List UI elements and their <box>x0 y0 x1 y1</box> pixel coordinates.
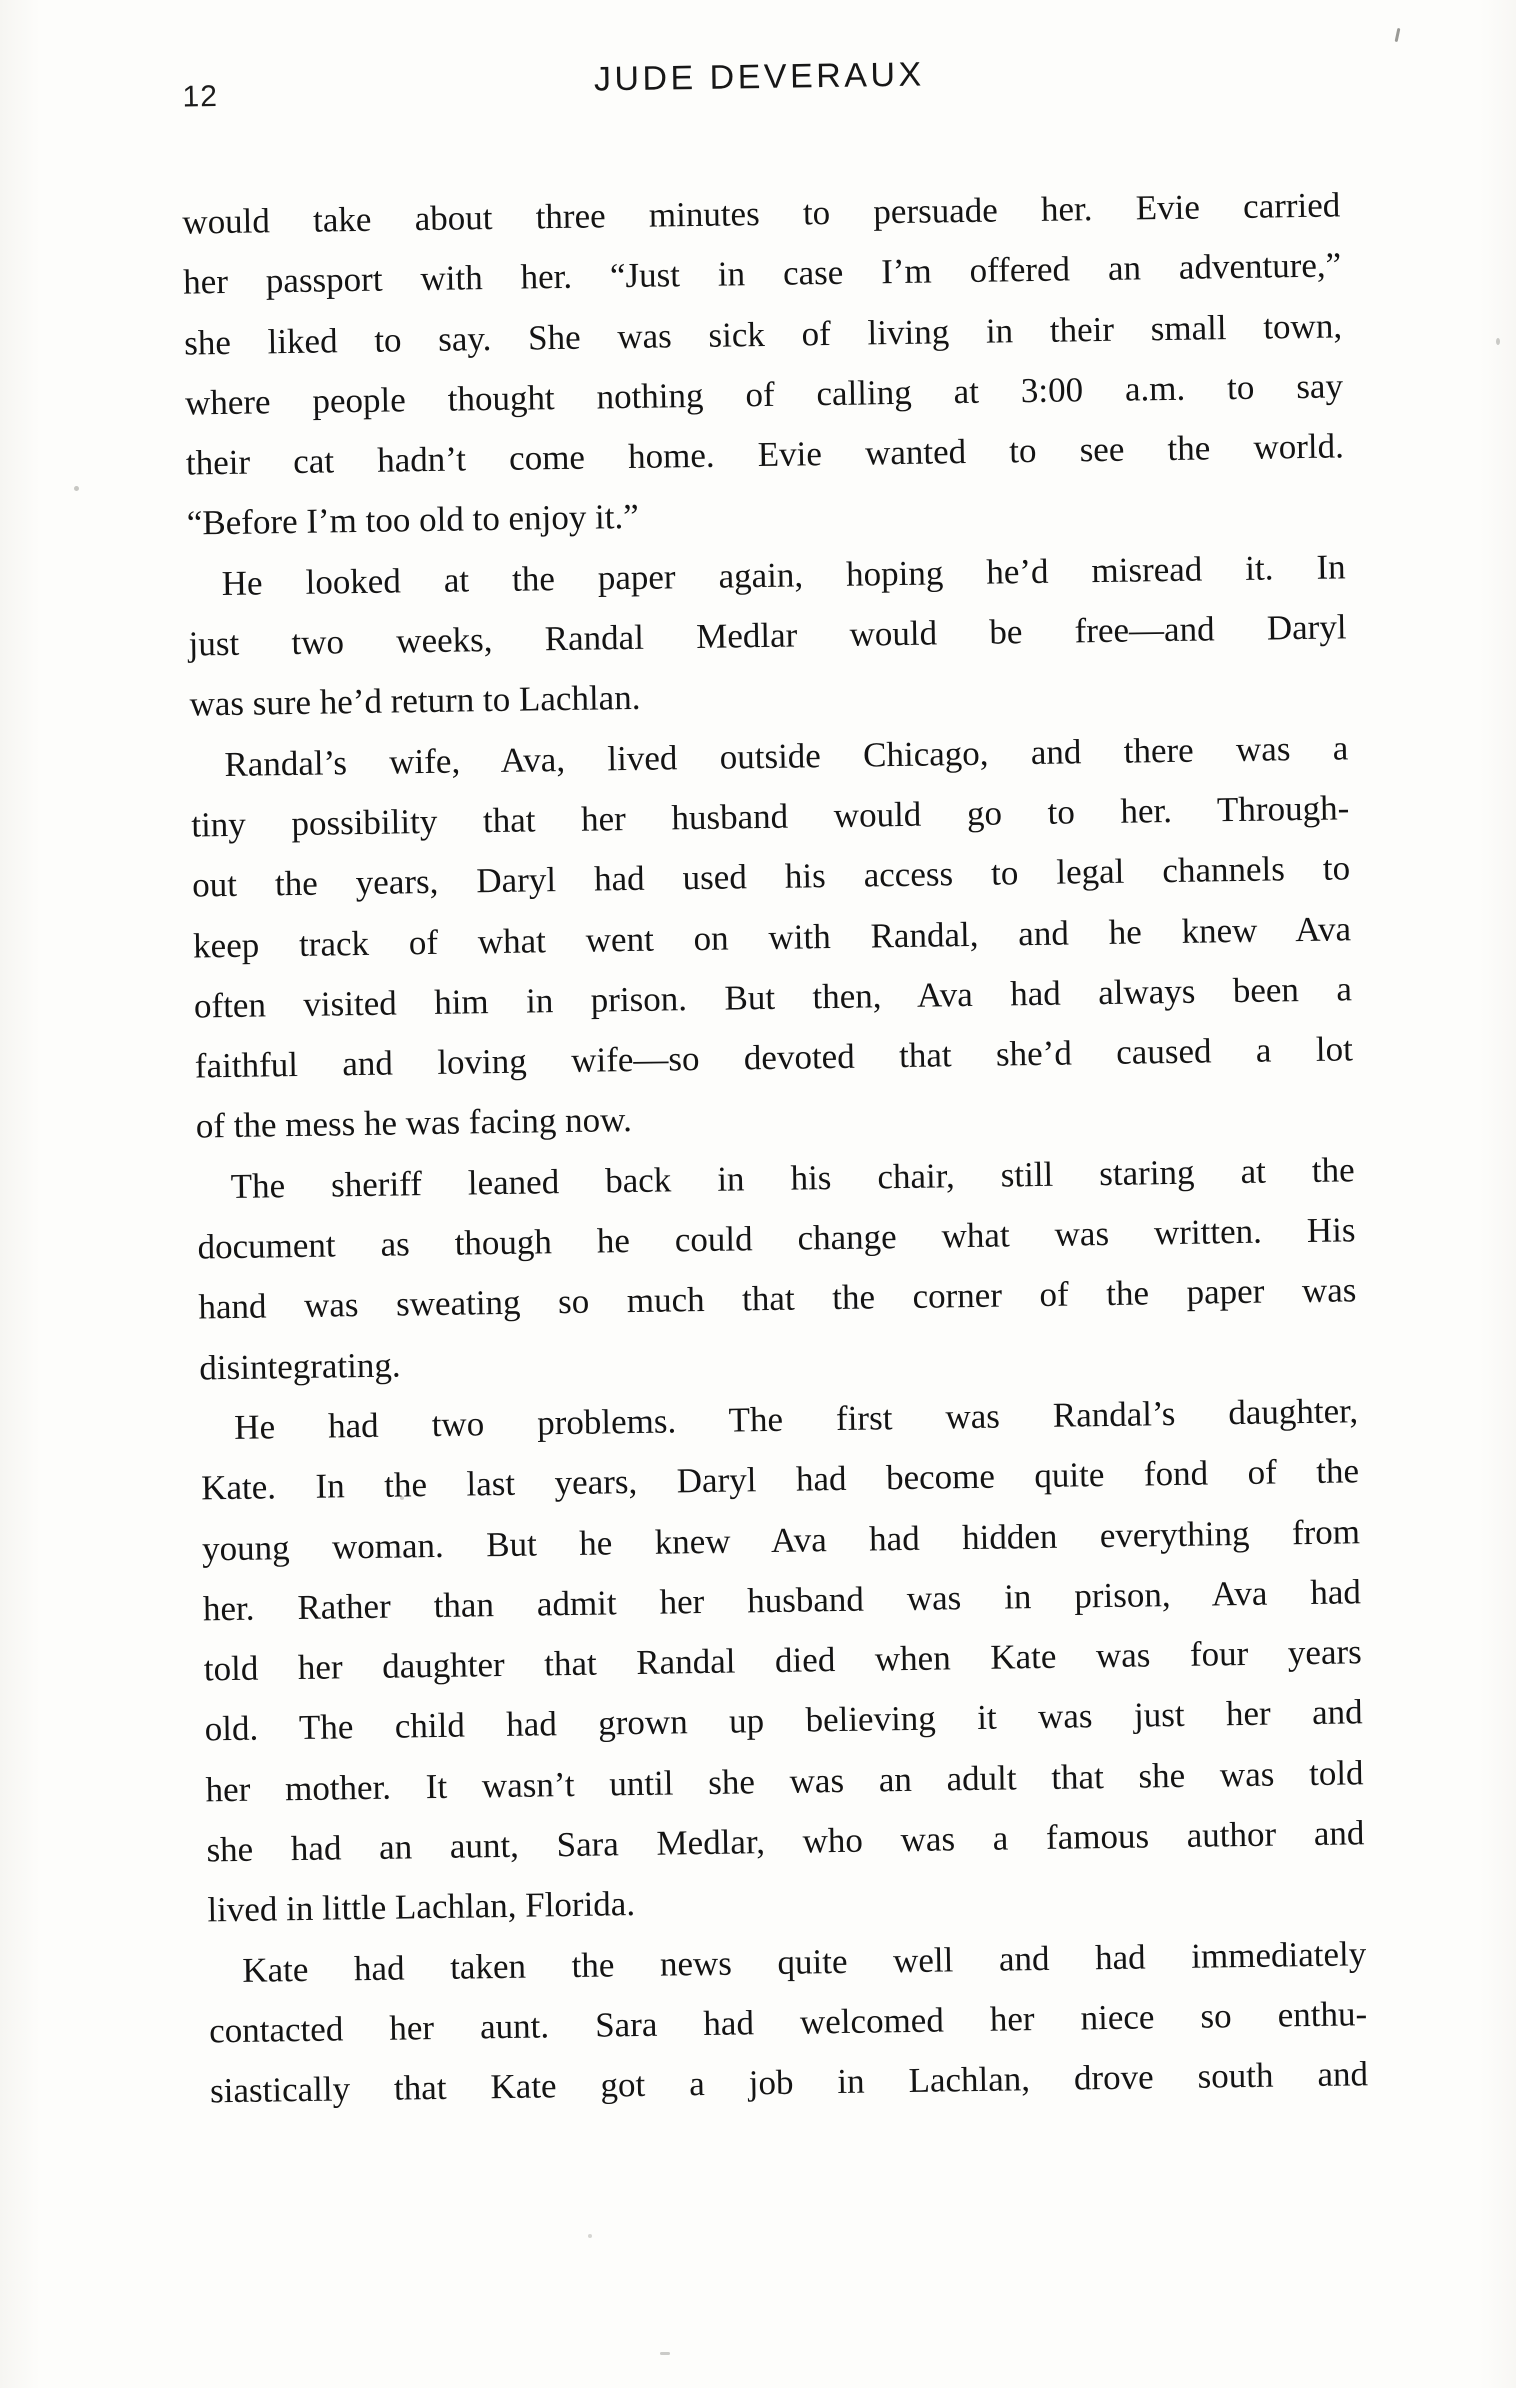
running-header-author: JUDE DEVERAUX <box>593 55 925 99</box>
text-line: young woman. But he knew Ava had hidden everything from <box>201 1511 1361 1568</box>
text-line: disintegrating. <box>199 1345 401 1388</box>
text-line: she liked to say. She was sick of living in their small town, <box>183 305 1343 363</box>
text-line: her. Rather than admit her husband was in prison, Ava had <box>202 1572 1362 1629</box>
page-content <box>180 49 1368 2121</box>
scan-speck <box>74 486 79 491</box>
text-line: siastically that Kate got a job in Lachlan, drove south and <box>209 2054 1369 2111</box>
running-header-row <box>180 49 1339 122</box>
scan-speck <box>660 2352 670 2355</box>
text-line: told her daughter that Randal died when Kate was four years <box>203 1632 1363 1689</box>
text-line: contacted her aunt. Sara had welcomed her niece so enthu- <box>208 1994 1368 2051</box>
text-line: often visited him in prison. But then, Ava had always been a <box>193 969 1353 1026</box>
text-line: she had an aunt, Sara Medlar, who was a famous author and <box>206 1813 1365 1870</box>
text-line: lived in little Lachlan, Florida. <box>207 1884 636 1930</box>
text-line: out the years, Daryl had used his access to legal channels to <box>191 848 1351 905</box>
text-line: old. The child had grown up believing it was just her and <box>204 1692 1363 1749</box>
scan-speck <box>588 2234 592 2238</box>
text-line: “Before I’m too old to enjoy it.” <box>186 497 640 544</box>
text-line: of the mess he was facing now. <box>195 1100 633 1146</box>
text-line: her mother. It wasn’t until she was an adult that she was told <box>205 1752 1364 1810</box>
scan-speck <box>1395 28 1401 42</box>
text-line: hand was sweating so much that the corner of the paper was <box>198 1270 1357 1327</box>
page-number: 12 <box>182 80 219 114</box>
text-line: He had two problems. The first was Randal’s daughter, <box>233 1391 1359 1447</box>
text-line: keep track of what went on with Randal, and he knew Ava <box>192 908 1352 966</box>
body-text-block <box>182 175 1368 2121</box>
text-line: Kate had taken the news quite well and had immediately <box>242 1933 1367 1990</box>
text-line: just two weeks, Randal Medlar would be free—and Daryl <box>188 607 1347 664</box>
text-line: The sheriff leaned back in his chair, still staring at the <box>230 1150 1355 1206</box>
text-line: Kate. In the last years, Daryl had become quite fond of the <box>200 1451 1360 1508</box>
text-line: was sure he’d return to Lachlan. <box>189 678 641 724</box>
text-line: tiny possibility that her husband would go to her. Through- <box>191 788 1350 845</box>
scan-speck <box>400 1496 404 1500</box>
text-line: document as though he could change what was written. His <box>197 1210 1356 1267</box>
text-line: faithful and loving wife—so devoted that she’d caused a lot <box>194 1029 1354 1086</box>
text-line: where people thought nothing of calling at 3:00 a.m. to say <box>184 366 1344 423</box>
text-line: He looked at the paper again, hoping he’d misread it. In <box>221 547 1346 603</box>
text-line: her passport with her. “Just in case I’m offered an adventure,” <box>182 245 1342 302</box>
scan-speck <box>1496 338 1500 345</box>
text-line: Randal’s wife, Ava, lived outside Chicago, and there was a <box>224 728 1349 784</box>
text-line: would take about three minutes to persuade her. Evie carried <box>182 185 1341 242</box>
text-line: their cat hadn’t come home. Evie wanted to see the world. <box>185 426 1345 483</box>
